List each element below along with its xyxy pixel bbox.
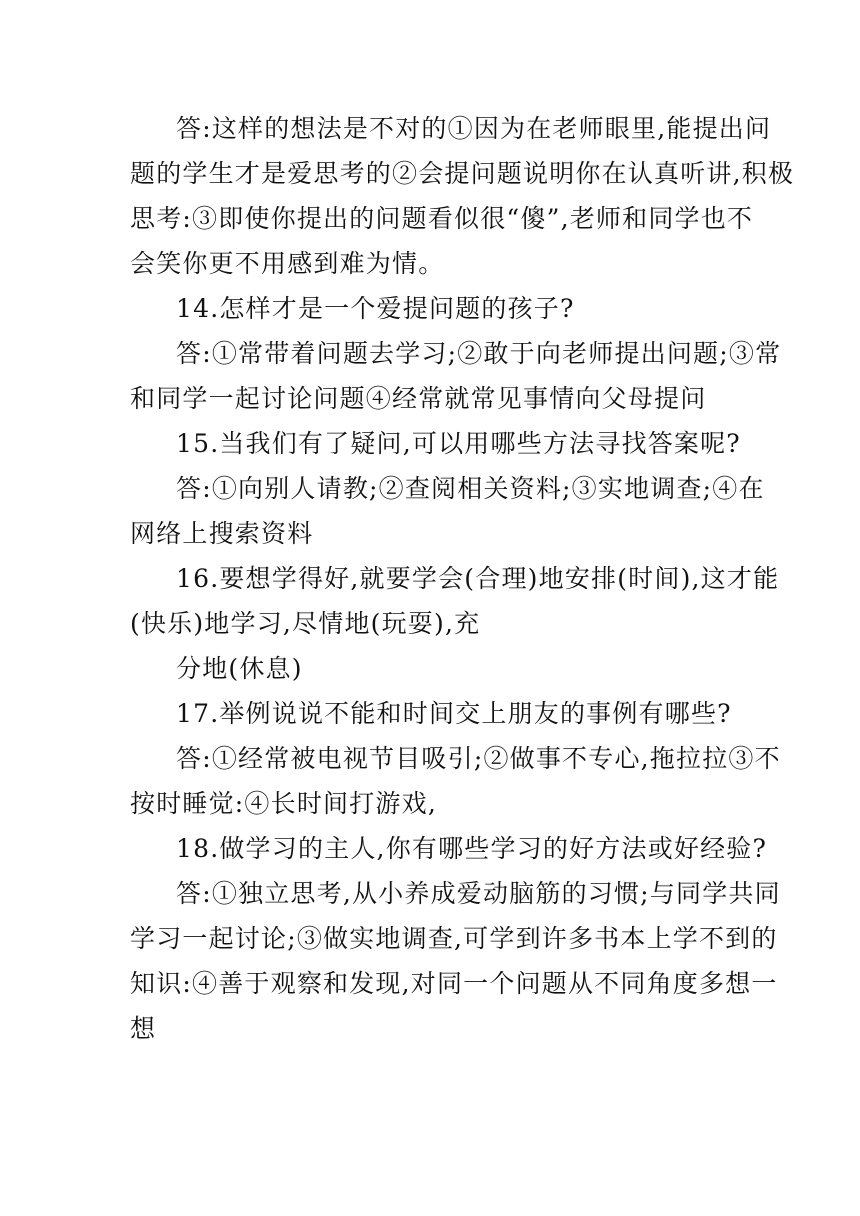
document-body (130, 106, 795, 1051)
question-15: 15.当我们有了疑问,可以用哪些方法寻找答案呢? (176, 429, 741, 458)
answer-18-line-2: 学习一起讨论;③做实地调查,可学到许多书本上学不到的 (130, 924, 778, 953)
answer-14-line-2: 和同学一起讨论问题④经常就常见事情向父母提问 (130, 384, 707, 413)
answer-18-line-3: 知识:④善于观察和发现,对同一个问题从不同角度多想一 (130, 969, 778, 998)
question-16-line-1: 16.要想学得好,就要学会(合理)地安排(时间),这才能 (176, 564, 780, 593)
question-14: 14.怎样才是一个爱提问题的孩子? (176, 294, 575, 323)
answer-14-line-1: 答:①常带着问题去学习;②敢于向老师提出问题;③常 (176, 339, 782, 368)
question-16-line-3: 分地(休息) (176, 654, 303, 683)
answer-13-line-2: 题的学生才是爱思考的②会提问题说明你在认真听讲,积极 (130, 159, 795, 188)
question-18: 18.做学习的主人,你有哪些学习的好方法或好经验? (176, 834, 768, 863)
answer-17-line-1: 答:①经常被电视节目吸引;②做事不专心,拖拉拉③不 (176, 744, 781, 773)
answer-13-line-4: 会笑你更不用感到难为情。 (130, 249, 445, 278)
question-16-line-2: (快乐)地学习,尽情地(玩耍),充 (130, 609, 481, 638)
question-17: 17.举例说说不能和时间交上朋友的事例有哪些? (176, 699, 732, 728)
answer-15-line-2: 网络上搜索资料 (130, 519, 314, 548)
answer-13-line-3: 思考:③即使你提出的问题看似很“傻”,老师和同学也不 (130, 204, 754, 233)
answer-13-line-1: 答:这样的想法是不对的①因为在老师眼里,能提出问 (176, 114, 772, 143)
answer-15-line-1: 答:①向别人请教;②查阅相关资料;③实地调查;④在 (176, 474, 765, 503)
answer-18-line-1: 答:①独立思考,从小养成爱动脑筋的习惯;与同学共同 (176, 879, 781, 908)
answer-18-line-4: 想 (130, 1014, 157, 1043)
answer-17-line-2: 按时睡觉:④长时间打游戏, (130, 789, 437, 818)
